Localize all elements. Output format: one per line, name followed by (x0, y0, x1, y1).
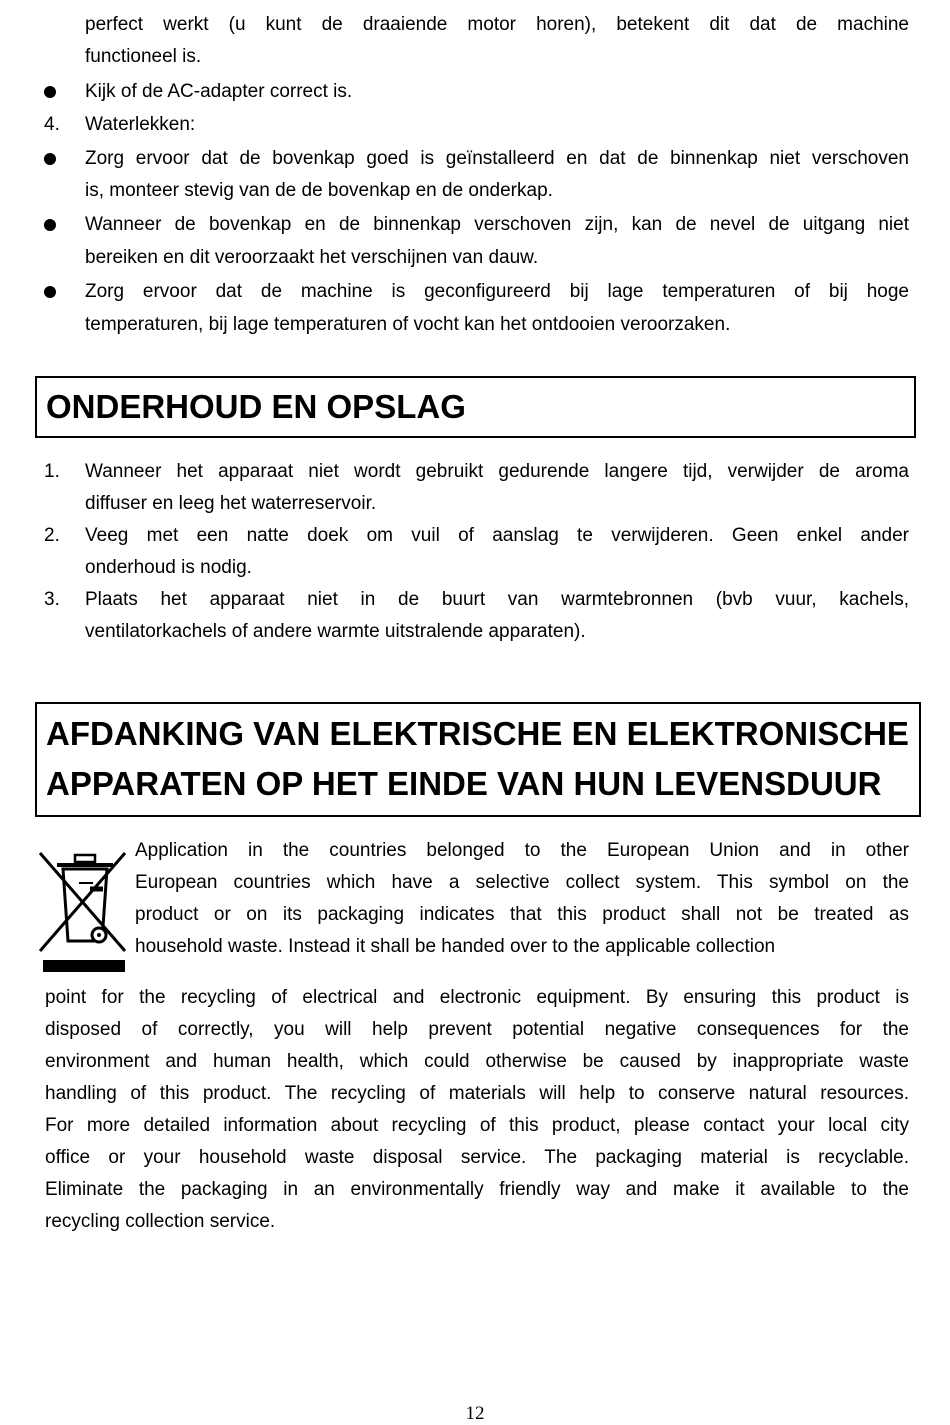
list-item-text: diffuser en leeg het waterreservoir. (85, 493, 377, 514)
paragraph-line: European countries which have a selective collect system. This symbol on the (135, 872, 909, 893)
paragraph-line: environment and human health, which could otherwise be caused by inappropriate waste (45, 1051, 909, 1072)
paragraph-line: perfect werkt (u kunt de draaiende motor horen), betekent dit dat de machine (85, 14, 909, 35)
paragraph-line: handling of this product. The recycling of materials will help to conserve natural resources. (45, 1083, 909, 1104)
list-number: 4. (44, 114, 60, 135)
bullet-text: is, monteer stevig van de de bovenkap en de onderkap. (85, 180, 553, 201)
bullet-text: Zorg ervoor dat de bovenkap goed is geïnstalleerd en dat de binnenkap niet verschoven (85, 148, 909, 169)
bullet-text: Wanneer de bovenkap en de binnenkap verschoven zijn, kan de nevel de uitgang niet (85, 214, 909, 235)
bullet-text: Zorg ervoor dat de machine is geconfigureerd bij lage temperaturen of bij hoge (85, 281, 909, 302)
list-item-text: Veeg met een natte doek om vuil of aanslag te verwijderen. Geen enkel ander (85, 525, 909, 546)
section-heading-line: APPARATEN OP HET EINDE VAN HUN LEVENSDUUR (46, 765, 882, 802)
bullet-dot (44, 286, 56, 298)
paragraph-line: functioneel is. (85, 46, 202, 67)
bullet-dot (44, 219, 56, 231)
section-heading: ONDERHOUD EN OPSLAG (46, 388, 466, 425)
list-item-label: Waterlekken: (85, 114, 196, 135)
paragraph-line: Application in the countries belonged to the European Union and in other (135, 840, 909, 861)
paragraph-line: product or on its packaging indicates that this product shall not be treated as (135, 904, 909, 925)
list-item-text: Wanneer het apparaat niet wordt gebruikt gedurende langere tijd, verwijder de aroma (85, 461, 909, 482)
paragraph-line: recycling collection service. (45, 1211, 276, 1232)
list-number: 3. (44, 589, 60, 610)
list-number: 2. (44, 525, 60, 546)
section-heading-line: AFDANKING VAN ELEKTRISCHE EN ELEKTRONISCHE (46, 715, 909, 752)
bullet-text: Kijk of de AC-adapter correct is. (85, 81, 353, 102)
crossed-out-wheelie-bin-icon (35, 843, 130, 973)
bullet-dot (44, 86, 56, 98)
list-item-text: Plaats het apparaat niet in de buurt van warmtebronnen (bvb vuur, kachels, (85, 589, 909, 610)
paragraph-line: point for the recycling of electrical and electronic equipment. By ensuring this product is (45, 987, 909, 1008)
section-heading-box (35, 376, 916, 438)
paragraph-line: For more detailed information about recycling of this product, please contact your local city (45, 1115, 909, 1136)
page-number: 12 (465, 1403, 485, 1424)
paragraph-line: household waste. Instead it shall be handed over to the applicable collection (135, 936, 776, 957)
list-item-text: ventilatorkachels of andere warmte uitstralende apparaten). (85, 621, 586, 642)
list-item-text: onderhoud is nodig. (85, 557, 252, 578)
paragraph-line: disposed of correctly, you will help prevent potential negative consequences for the (45, 1019, 909, 1040)
paragraph-line: Eliminate the packaging in an environmentally friendly way and make it available to the (45, 1179, 909, 1200)
list-number: 1. (44, 461, 60, 482)
bullet-text: temperaturen, bij lage temperaturen of vocht kan het ontdooien veroorzaken. (85, 314, 731, 335)
bullet-dot (44, 153, 56, 165)
bullet-text: bereiken en dit veroorzaakt het verschijnen van dauw. (85, 247, 539, 268)
section-heading-box (35, 702, 921, 817)
paragraph-line: office or your household waste disposal service. The packaging material is recyclable. (45, 1147, 909, 1168)
